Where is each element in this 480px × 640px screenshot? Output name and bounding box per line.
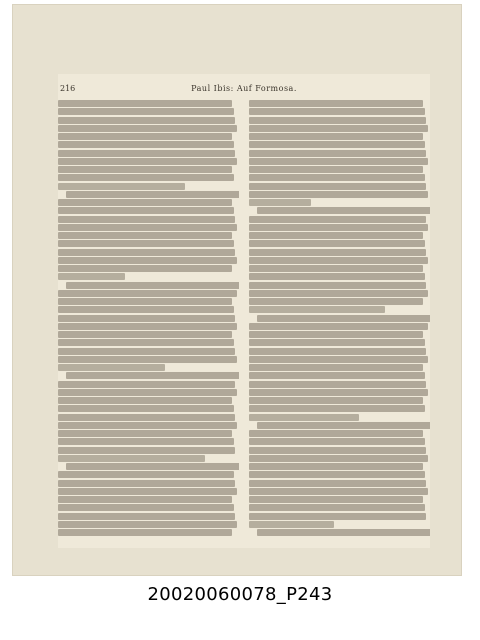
text-line bbox=[66, 463, 239, 470]
text-line bbox=[58, 100, 232, 107]
text-line bbox=[58, 117, 235, 124]
text-line bbox=[249, 216, 426, 223]
text-line bbox=[249, 257, 428, 264]
text-line bbox=[58, 249, 235, 256]
text-line bbox=[249, 108, 425, 115]
text-line bbox=[58, 290, 237, 297]
text-line bbox=[66, 282, 239, 289]
page-number: 216 bbox=[60, 84, 76, 93]
text-line bbox=[249, 405, 425, 412]
text-line bbox=[58, 108, 234, 115]
text-line bbox=[249, 381, 426, 388]
text-line bbox=[249, 339, 425, 346]
text-line bbox=[58, 141, 234, 148]
text-column-left bbox=[58, 100, 239, 540]
text-line bbox=[58, 257, 237, 264]
text-line bbox=[58, 405, 234, 412]
text-line bbox=[249, 240, 425, 247]
text-line bbox=[249, 100, 423, 107]
text-line bbox=[58, 207, 234, 214]
text-line bbox=[58, 430, 232, 437]
text-line bbox=[249, 414, 359, 421]
image-caption: 20020060078_P243 bbox=[147, 584, 333, 605]
text-line bbox=[249, 298, 423, 305]
text-line bbox=[58, 183, 185, 190]
text-line bbox=[249, 199, 311, 206]
text-line bbox=[249, 504, 425, 511]
text-line bbox=[249, 455, 428, 462]
text-line bbox=[58, 364, 165, 371]
text-line bbox=[257, 529, 430, 536]
text-line bbox=[257, 207, 430, 214]
text-line bbox=[249, 290, 428, 297]
text-line bbox=[58, 158, 237, 165]
text-line bbox=[249, 372, 425, 379]
text-line bbox=[58, 323, 237, 330]
text-line bbox=[249, 488, 428, 495]
text-line bbox=[249, 364, 423, 371]
text-line bbox=[58, 438, 234, 445]
text-line bbox=[249, 513, 426, 520]
text-line bbox=[249, 125, 428, 132]
text-line bbox=[66, 191, 239, 198]
text-line bbox=[58, 521, 237, 528]
text-line bbox=[58, 339, 234, 346]
text-line bbox=[58, 480, 235, 487]
text-line bbox=[58, 331, 232, 338]
text-line bbox=[58, 356, 237, 363]
text-line bbox=[58, 513, 235, 520]
text-line bbox=[58, 199, 232, 206]
text-line bbox=[249, 463, 423, 470]
text-line bbox=[257, 315, 430, 322]
text-line bbox=[249, 480, 426, 487]
page-header bbox=[58, 84, 430, 96]
text-line bbox=[249, 150, 426, 157]
text-line bbox=[249, 166, 423, 173]
text-line bbox=[58, 306, 234, 313]
text-line bbox=[249, 323, 428, 330]
text-line bbox=[249, 348, 426, 355]
text-line bbox=[58, 414, 235, 421]
text-line bbox=[249, 117, 426, 124]
text-line bbox=[249, 306, 385, 313]
text-line bbox=[249, 496, 423, 503]
text-line bbox=[249, 397, 423, 404]
text-line bbox=[249, 133, 423, 140]
text-line bbox=[249, 282, 426, 289]
text-line bbox=[249, 249, 426, 256]
text-line bbox=[58, 488, 237, 495]
text-line bbox=[58, 232, 232, 239]
text-line bbox=[58, 315, 235, 322]
text-line bbox=[249, 191, 428, 198]
text-line bbox=[58, 265, 232, 272]
text-line bbox=[58, 125, 237, 132]
text-line bbox=[58, 224, 237, 231]
text-line bbox=[58, 133, 232, 140]
text-line bbox=[249, 183, 426, 190]
text-line bbox=[249, 224, 428, 231]
text-line bbox=[249, 158, 428, 165]
text-line bbox=[58, 529, 232, 536]
text-line bbox=[58, 504, 234, 511]
text-line bbox=[249, 521, 334, 528]
text-line bbox=[249, 265, 423, 272]
text-line bbox=[66, 372, 239, 379]
text-line bbox=[257, 422, 430, 429]
text-line bbox=[58, 298, 232, 305]
text-line bbox=[58, 216, 235, 223]
text-line bbox=[58, 496, 232, 503]
text-line bbox=[249, 430, 423, 437]
text-line bbox=[58, 447, 235, 454]
text-line bbox=[58, 397, 232, 404]
text-line bbox=[249, 174, 425, 181]
text-column-right bbox=[249, 100, 430, 540]
text-line bbox=[249, 447, 426, 454]
text-line bbox=[249, 141, 425, 148]
text-line bbox=[249, 438, 425, 445]
text-line bbox=[58, 240, 234, 247]
text-line bbox=[249, 331, 423, 338]
text-line bbox=[58, 150, 235, 157]
text-line bbox=[58, 174, 234, 181]
text-line bbox=[249, 471, 425, 478]
text-line bbox=[58, 471, 234, 478]
text-line bbox=[58, 273, 125, 280]
text-line bbox=[58, 348, 235, 355]
text-line bbox=[249, 389, 428, 396]
text-line bbox=[58, 389, 237, 396]
book-page bbox=[58, 74, 430, 548]
text-line bbox=[249, 273, 425, 280]
text-line bbox=[58, 381, 235, 388]
text-line bbox=[58, 455, 205, 462]
text-line bbox=[249, 356, 428, 363]
running-title: Paul Ibis: Auf Formosa. bbox=[191, 84, 297, 93]
text-line bbox=[58, 166, 232, 173]
text-line bbox=[58, 422, 237, 429]
text-line bbox=[249, 232, 423, 239]
